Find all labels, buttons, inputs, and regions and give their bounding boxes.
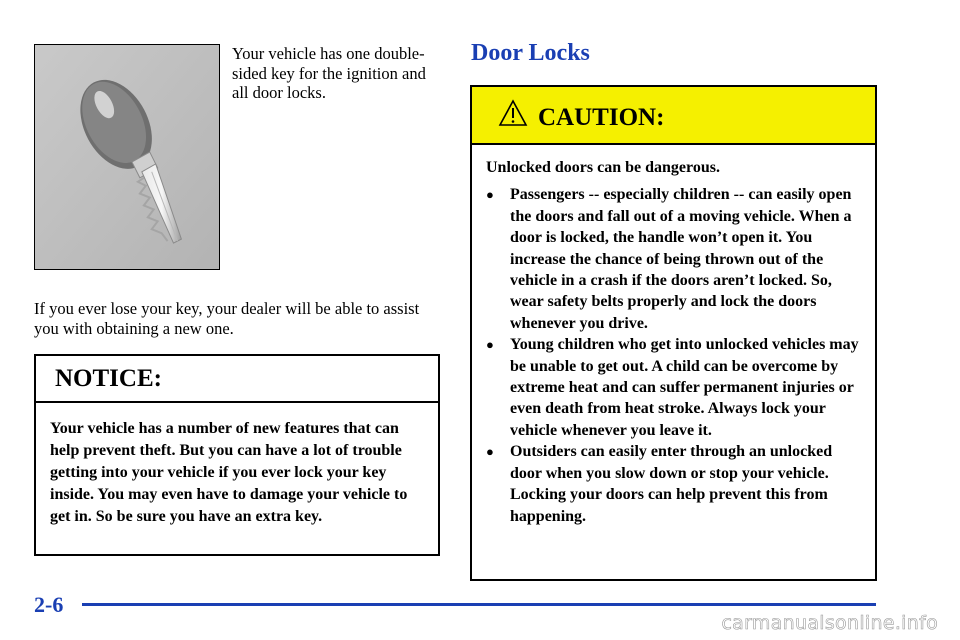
- lost-key-paragraph: If you ever lose your key, your dealer will be able to assist you with obtaining a new one.: [34, 299, 420, 338]
- caution-box: [470, 85, 877, 581]
- bullet-text: Passengers -- especially children -- can easily open the doors and fall out of a moving vehicle. When a door is locked, the handle won’t open it. You increase the chance of being thrown out of the vehicle in a crash if the doors aren’t locked. So, wear safety belts properly and lock the doors whenever you drive.: [510, 186, 852, 332]
- notice-box: [34, 354, 440, 556]
- page-number: 2-6: [34, 592, 64, 617]
- bullet-icon: ●: [486, 444, 494, 460]
- key-illustration: [35, 45, 219, 269]
- key-description: Your vehicle has one double-sided key for the ignition and all door locks.: [232, 44, 426, 102]
- notice-title: NOTICE:: [36, 356, 438, 403]
- watermark: carmanualsonline.info: [721, 612, 938, 634]
- notice-body: Your vehicle has a number of new features that can help prevent theft. But you can have a lot of trouble getting into your vehicle if you ever lock your key inside. You may even have to damage your vehicle to get in. So be sure you have an extra key.: [50, 420, 408, 525]
- bullet-icon: ●: [486, 187, 494, 203]
- caution-bullet-list: [486, 184, 861, 527]
- list-item: [486, 334, 861, 441]
- warning-triangle-icon: [498, 99, 528, 127]
- caution-body: [472, 145, 875, 527]
- section-title: Door Locks: [471, 40, 590, 66]
- caution-lead: Unlocked doors can be dangerous.: [486, 159, 720, 176]
- bullet-text: Outsiders can easily enter through an unlocked door when you slow down or stop your vehicle. Locking your doors can help prevent this from happening.: [510, 443, 833, 525]
- bullet-icon: ●: [486, 337, 494, 353]
- list-item: [486, 184, 861, 334]
- list-item: [486, 441, 861, 527]
- footer-rule: [82, 603, 876, 606]
- caution-header: [472, 87, 875, 145]
- key-photo: [34, 44, 220, 270]
- bullet-text: Young children who get into unlocked vehicles may be unable to get out. A child can be overcome by extreme heat and can suffer permanent injuries or even death from heat stroke. Always lock your vehicle whenever you leave it.: [510, 336, 859, 439]
- caution-title: CAUTION:: [538, 104, 665, 131]
